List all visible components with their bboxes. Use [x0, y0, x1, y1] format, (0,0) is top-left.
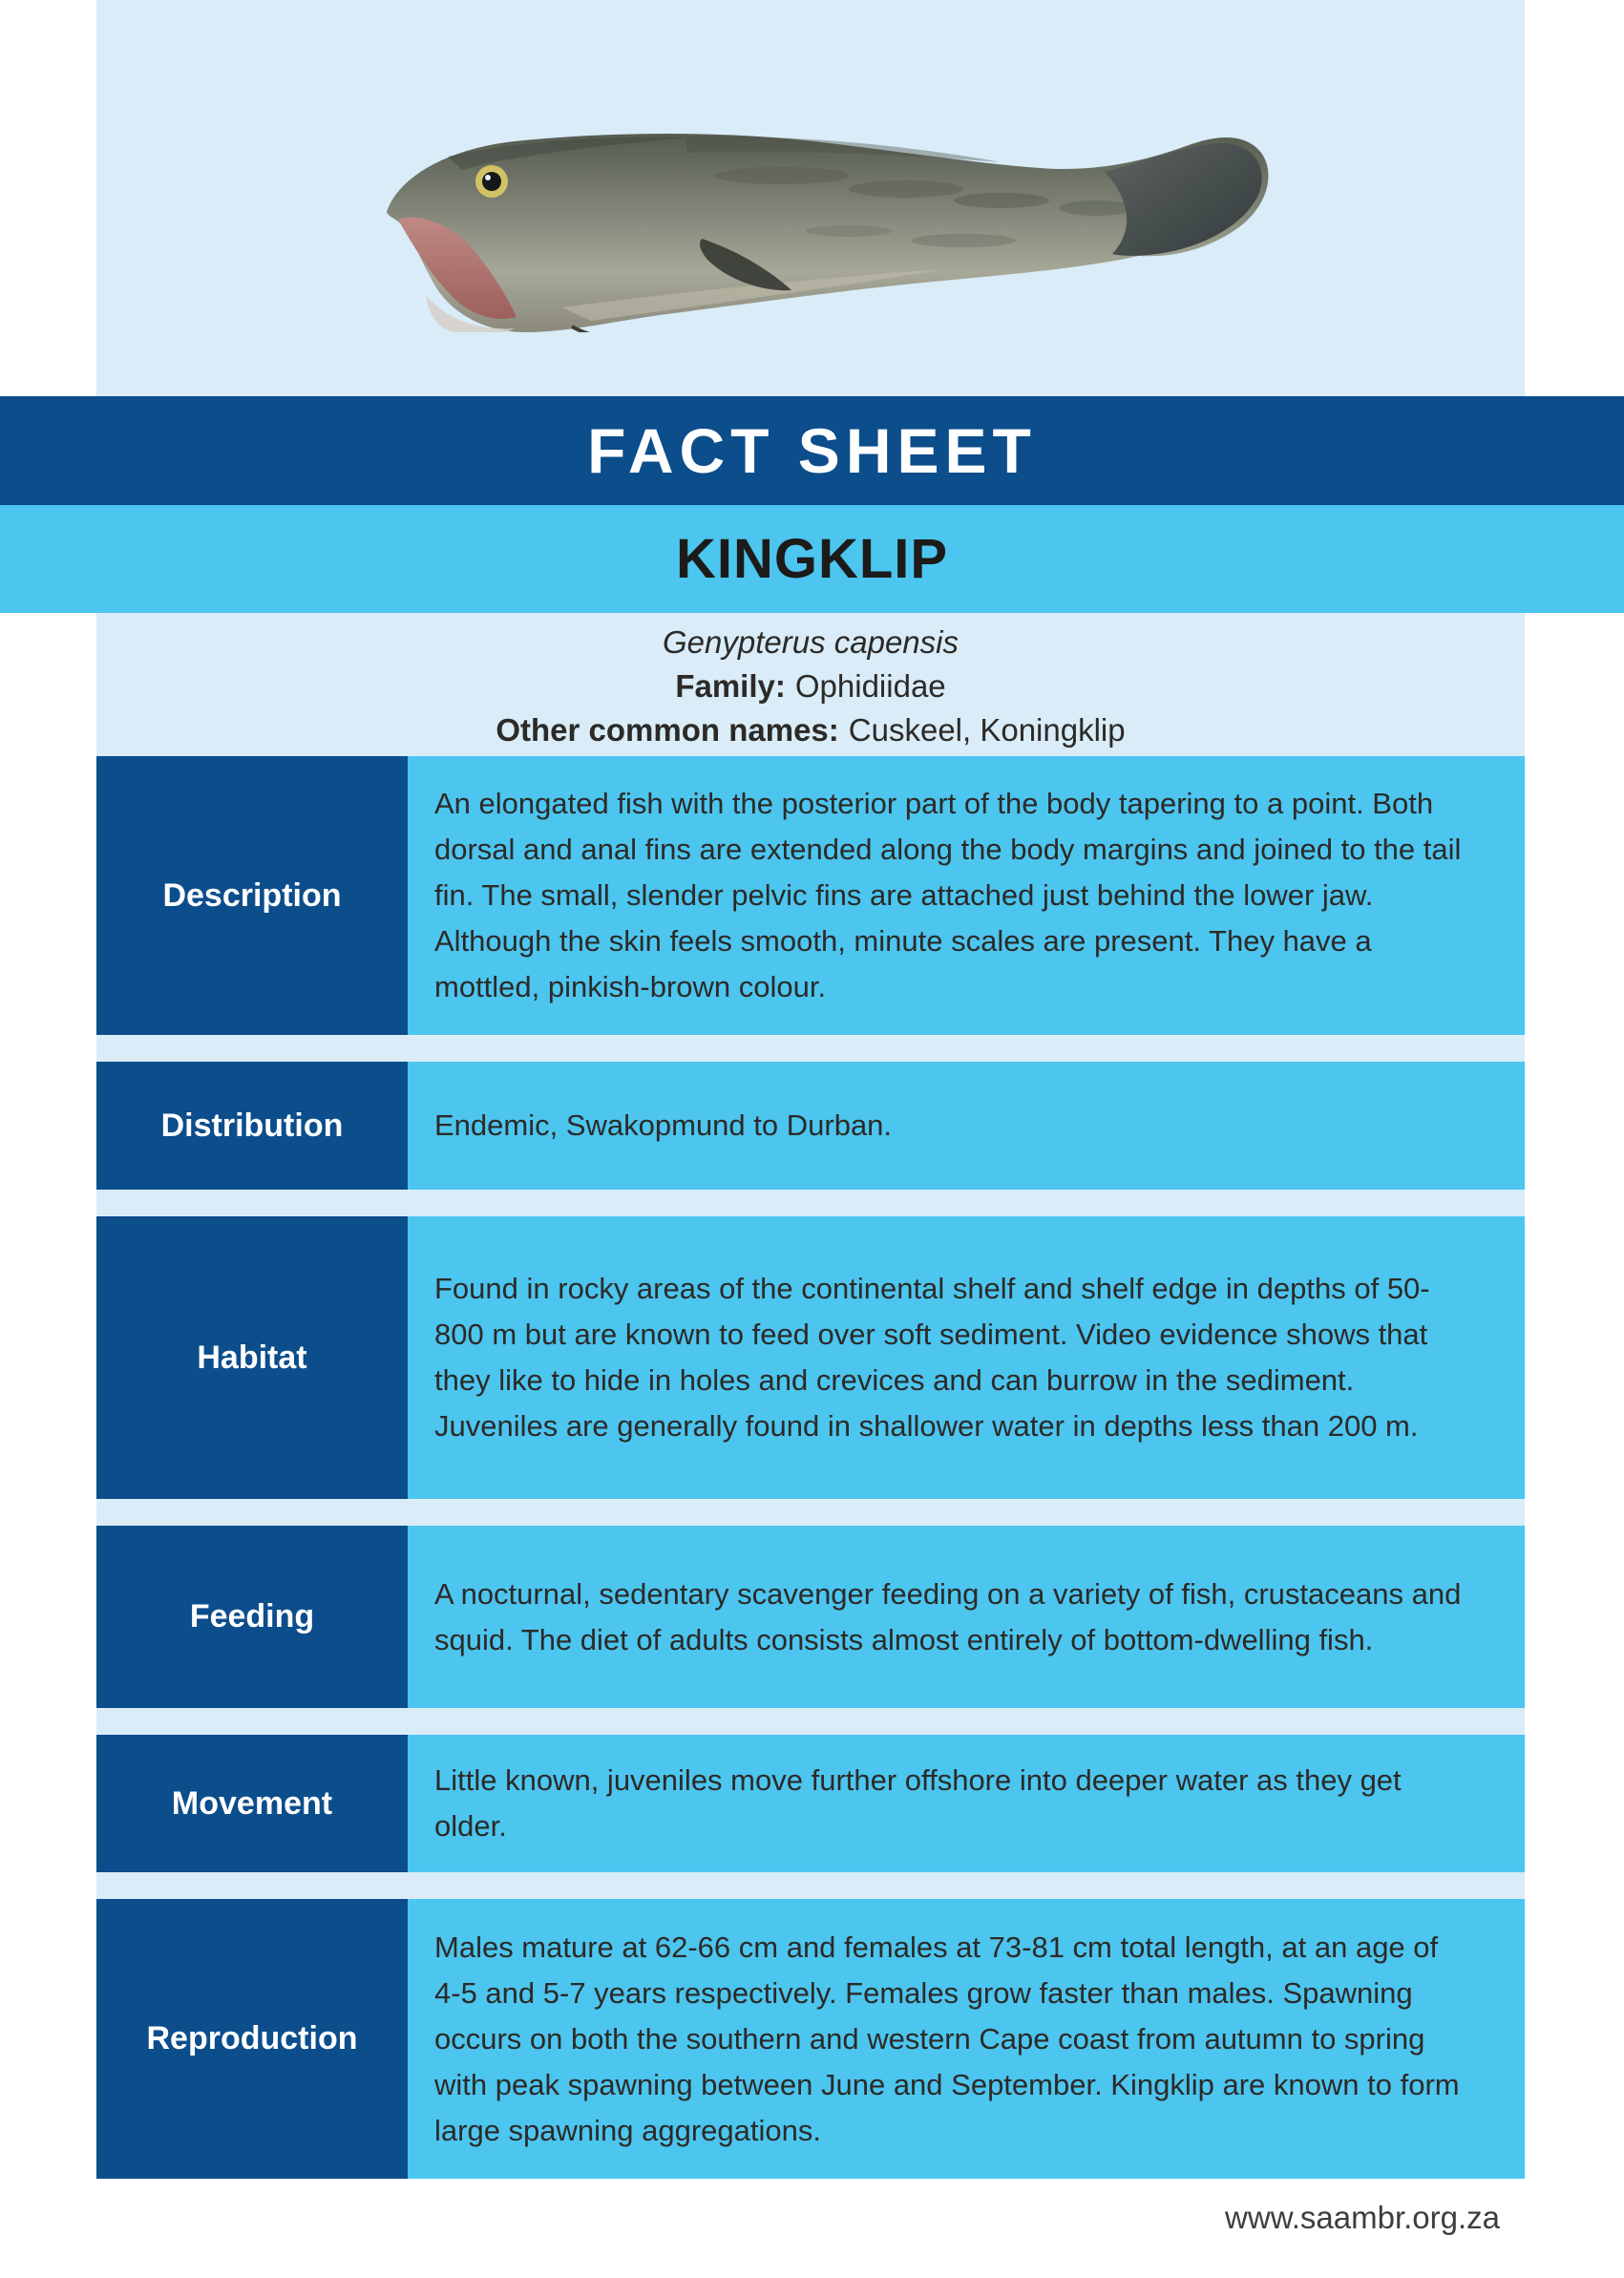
row-content: [408, 1216, 1525, 1499]
row-content: [408, 1899, 1525, 2179]
common-names-line: [96, 708, 1525, 752]
table-row-movement: [96, 1735, 1525, 1872]
row-content: [408, 1062, 1525, 1190]
row-content: [408, 1735, 1525, 1872]
fact-table: [96, 756, 1525, 2179]
taxonomy-block: [96, 613, 1525, 756]
page-footer: [0, 2179, 1624, 2278]
row-content: [408, 756, 1525, 1035]
scientific-name: Genypterus capensis: [662, 624, 959, 660]
row-text: Males mature at 62-66 cm and females at 73-81 cm total length, at an age of 4-5 and 5-7 years respectively. Females grow faster than males. Spawning occurs on both the southern and western Cape coast from autumn to spring with peak spawning between June and September. Kingklip are known to form large spawning aggregations.: [434, 1930, 1460, 2147]
family-line: [96, 664, 1525, 708]
family-label: Family:: [675, 668, 786, 704]
row-text: A nocturnal, sedentary scavenger feeding on a variety of fish, crustaceans and squid. The diet of adults consists almost entirely of bottom-dwelling fish.: [434, 1576, 1462, 1656]
table-row-reproduction: [96, 1899, 1525, 2179]
species-banner: [0, 505, 1624, 613]
row-text: Found in rocky areas of the continental shelf and shelf edge in depths of 50-800 m but are known to feed over soft sediment. Video evidence shows that they like to hide in holes and crevices and can burrow in the sediment. Juveniles are generally found in shallower water in depths less than 200 m.: [434, 1272, 1430, 1443]
row-label: Feeding: [96, 1526, 408, 1708]
row-content: [408, 1526, 1525, 1708]
family-value: Ophidiidae: [794, 668, 946, 704]
website-url: www.saambr.org.za: [1225, 2200, 1500, 2235]
row-label: Habitat: [96, 1216, 408, 1499]
row-label: Reproduction: [96, 1899, 408, 2179]
table-row-distribution: [96, 1062, 1525, 1190]
table-row-feeding: [96, 1526, 1525, 1708]
table-row-description: [96, 756, 1525, 1035]
row-text: An elongated fish with the posterior part of the body tapering to a point. Both dorsal and anal fins are extended along the body margins and joined to the tail fin. The small, slender pelvic fins are attached just behind the lower jaw. Although the skin feels smooth, minute scales are present. They have a mottled, pinkish-brown colour.: [434, 787, 1462, 1003]
common-names-label: Other common names:: [496, 712, 839, 748]
photo-panel: [96, 0, 1525, 396]
kingklip-fish-photo: [371, 116, 1274, 332]
table-row-habitat: [96, 1216, 1525, 1499]
row-label: Distribution: [96, 1062, 408, 1190]
row-text: Little known, juveniles move further offshore into deeper water as they get older.: [434, 1763, 1402, 1843]
row-label: Description: [96, 756, 408, 1035]
fact-sheet-title: FACT SHEET: [587, 415, 1037, 486]
row-label: Movement: [96, 1735, 408, 1872]
fact-sheet-banner: [0, 396, 1624, 505]
common-names-value: Cuskeel, Koningklip: [848, 712, 1126, 748]
species-name-title: KINGKLIP: [675, 528, 949, 590]
row-text: Endemic, Swakopmund to Durban.: [434, 1108, 893, 1142]
